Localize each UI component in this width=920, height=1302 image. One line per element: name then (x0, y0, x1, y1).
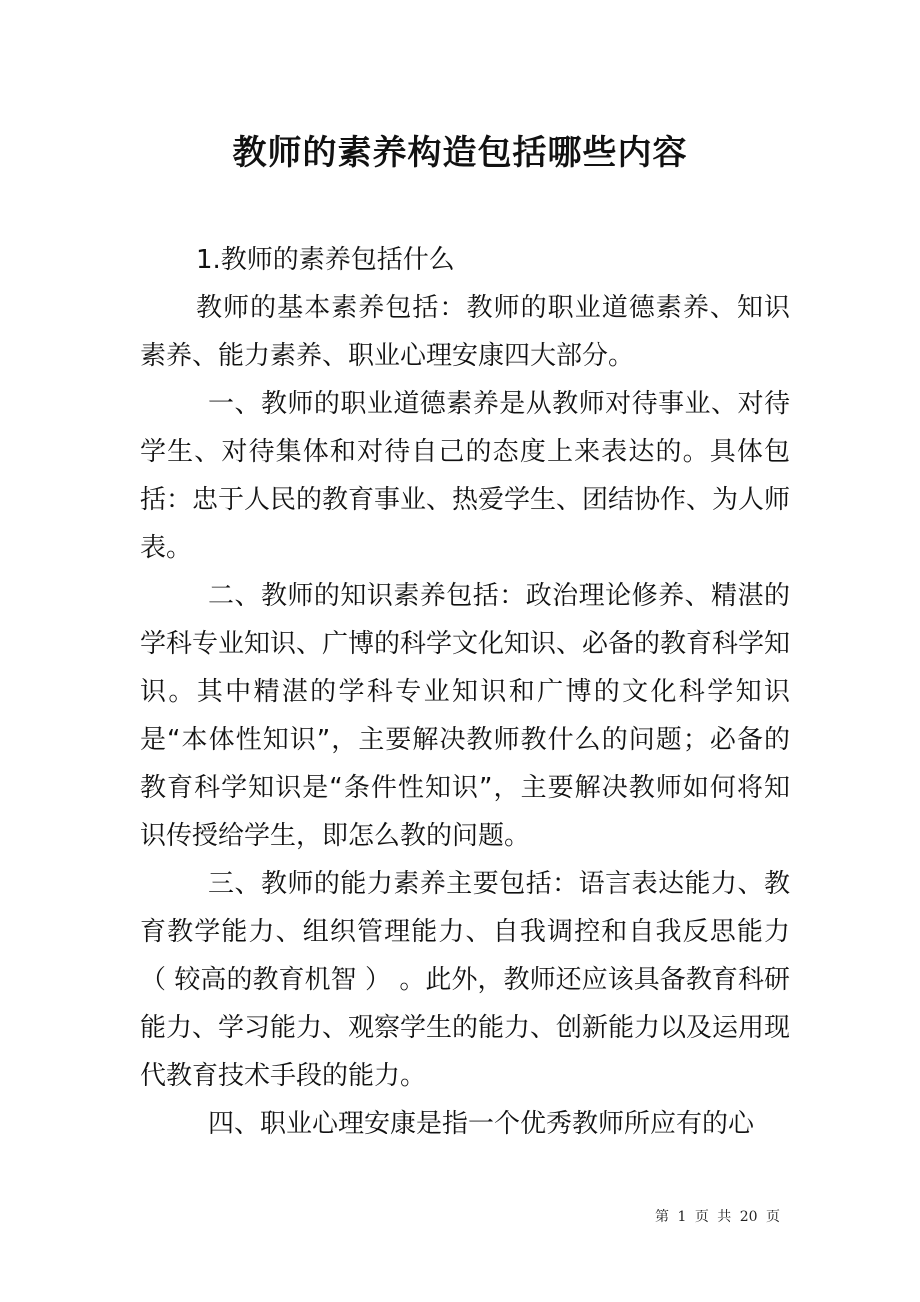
document-title: 教师的素养构造包括哪些内容 (232, 133, 688, 173)
paragraph-psychology: 四、职业心理安康是指一个优秀教师所应有的心 (208, 1109, 755, 1139)
paragraph-knowledge: 二、教师的知识素养包括：政治理论修养、精湛的学科专业知识、广博的科学文化知识、必备的教育科学知识。其中精湛的学科专业知识和广博的文化科学知识是“本体性知识”，主要解决教师教什么的问题；必备的教育科学知识是“条件性知识”，主要解决教师如何将知识传授给学生，即怎么教的问题。 (140, 581, 791, 851)
paragraph-overview: 教师的基本素养包括：教师的职业道德素养、知识素养、能力素养、职业心理安康四大部分。 (140, 293, 790, 371)
section-heading: 1.教师的素养包括什么 (196, 245, 455, 275)
page-number: 第 1 页 共 20 页 (655, 1209, 780, 1225)
document-body (140, 236, 790, 1148)
paragraph-ability: 三、教师的能力素养主要包括：语言表达能力、教育教学能力、组织管理能力、自我调控和自我反思能力 （ 较高的教育机智 ） 。此外，教师还应该具备教育科研能力、学习能力、观察学生的能力、创新能力以及运用现代教育技术手段的能力。 (140, 869, 791, 1091)
paragraph-ethics: 一、教师的职业道德素养是从教师对待事业、对待学生、对待集体和对待自己的态度上来表达的。具体包括：忠于人民的教育事业、热爱学生、团结协作、为人师表。 (140, 389, 791, 563)
